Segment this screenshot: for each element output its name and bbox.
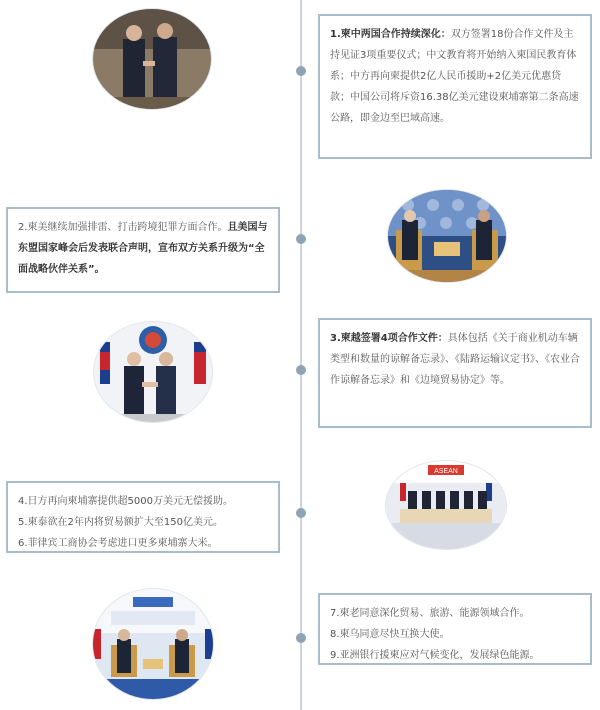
photo-asean-signing [386,461,506,549]
timeline-dot-2 [296,234,306,244]
item-4-box [6,481,280,553]
item-5-line-3: 9.亚洲银行援柬应对气候变化，发展绿色能源。 [330,650,540,661]
item-4-line-2: 5.柬泰欲在2年内将贸易额扩大至150亿美元。 [18,517,223,528]
timeline-dot-1 [296,66,306,76]
item-1-title: 1.柬中两国合作持续深化： [330,29,451,40]
asean-logo-text: ASEAN [434,468,458,475]
item-3-body: 具体包括《关于商业机动车辆类型和数量的谅解备忘录》、《陆路运输议定书》、《农业合作谅解备忘录》和《边境贸易协定》等。 [330,333,580,386]
item-5-box [318,593,592,665]
item-5-line-2: 8.柬乌同意尽快互换大使。 [330,629,450,640]
timeline-dot-5 [296,633,306,643]
item-3-box [318,318,592,428]
item-2-lead: 2.柬美继续加强排雷、打击跨境犯罪方面合作。 [18,222,228,233]
photo-us-cambodia-meeting [388,190,506,282]
item-2-body: 且美国与东盟国家峰会后发表联合声明，宣布双方关系升级为“全面战略伙伴关系”。 [18,222,268,275]
photo-asean-summit-meeting [93,589,213,699]
item-4-line-3: 6.菲律宾工商协会考虑进口更多柬埔寨大米。 [18,538,218,549]
timeline-dot-4 [296,508,306,518]
timeline-dot-3 [296,365,306,375]
item-2-box [6,207,280,293]
item-1-body: 双方签署18份合作文件及主持见证3项重要仪式；中文教育将开始纳入柬国民教育体系；中方再向柬提供2亿人民币援助+2亿美元优惠贷款；中国公司将斥资16.38亿美元建设柬埔寨第二条高速公路，即金边至巴域高速。 [330,29,579,124]
item-5-line-1: 7.柬老同意深化贸易、旅游、能源领域合作。 [330,608,530,619]
timeline-line [300,0,302,710]
photo-china-cambodia-handshake [93,9,211,109]
item-4-line-1: 4.日方再向柬埔寨提供超5000万美元无偿援助。 [18,496,233,507]
item-3-title: 3.柬越签署4项合作文件： [330,333,448,344]
photo-vietnam-cambodia-handshake [94,322,212,422]
item-1-box [318,14,592,159]
